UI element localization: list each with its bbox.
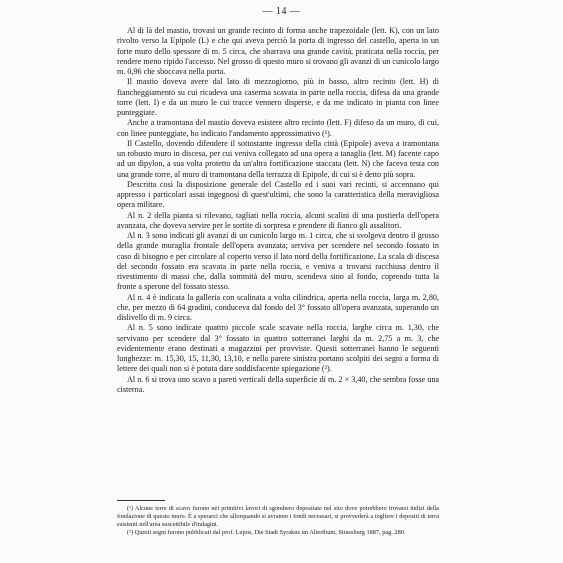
paragraph-mastio-recinto: Al di là del mastio, trovasi un grande recinto di forma anche trapezoidale (lett. K), con un lato rivolto verso la Epipole (L) e che qui aveva perciò la porta di ingresso del castello, aperta in un forte muro dello spessore di m. 5 circa, che sbarrava una grande cavità, praticata nella roccia, per rendere meno ripido l'accesso. Nel grosso di questo muro si trovano gli avanzi di un cunicolo largo m. 0,96 che sboccava nella porta. [117, 26, 439, 76]
main-text [117, 26, 439, 395]
page-number: — 14 — [262, 6, 301, 17]
footnote-1: (¹) Alcune terre di scavo furono nei primitivi lavori di sgombero depositate nel sito dove potrebbero trovarsi indizi della fondazione di questo muro. È a sperarci che allorquando si avranno i fondi necessari, si provvederà a togliere i depositi di terra esistenti nell'area suscettibile d'indagini. [117, 505, 439, 528]
paragraph-tramontana: Anche a tramontana del mastio doveva esistere altro recinto (lett. F) difeso da un muro, di cui, con linee punteggiate, ho indicato l'andamento approssimativo (¹). [117, 118, 439, 138]
paragraph-n3: Al n. 3 sono indicati gli avanzi di un cunicolo largo m. 1 circa, che si svolgeva dentro il grosso della grande muraglia frontale dell'opera avanzata; serviva per scendere nel secondo fossato in caso di bisogno e per circolare al coperto verso il lato nord della fortificazione. La scala di discesa del secondo fossato era scavata in parte nella roccia, e veniva a trovarsi racchiusa dentro il rivestimento di massi che, dalla sommità del muro, scendeva sino al fondo, coprendo tutta la fronte a sperone del fossato stesso. [117, 231, 439, 292]
paragraph-mastio-mezzogiorno: Il mastio doveva avere dal lato di mezzogiorno, più in basso, altro recinto (lett. H) di fiancheggiamento su cui ricadeva una caserma scavata in parte nella roccia, difesa da una grande torre (lett. I) e da un muro le cui tracce vennero disperse, e da me indicato in pianta con linee punteggiate. [117, 77, 439, 117]
footnotes [117, 505, 439, 537]
footnote-divider [117, 500, 165, 501]
paragraph-n6: Al n. 6 si trova uno scavo a pareti verticali della superficie di m. 2 × 3,40, che sembra fosse una cisterna. [117, 374, 439, 394]
paragraph-n5: Al n. 5 sono indicate quattro piccole scale scavate nella roccia, larghe circa m. 1,30, che servivano per scendere dal 3° fossato in quattro sotterranei larghi da m. 2,75 a m. 3, che evidentemente erano destinati a magazzini per provviste. Questi sotterranei hanno le seguenti lunghezze: m. 15,30, 15, 11,30, 13,10, e nella parete sinistra portano scolpiti dei segni a forma di lettere dei quali non si è potuta dare soddisfacente spiegazione (²). [117, 323, 439, 374]
footnote-2: (²) Questi segni furono pubblicati dal prof. Lupus, Die Stadt Syrakus im Alterthum, Strassburg 1887, pag. 280. [127, 529, 406, 536]
paragraph-castello-difesa: Il Castello, dovendo difendere il sottostante ingresso della città (Epipole) aveva a tramontana un robusto muro in discesa, per cui veniva collegato ad una opera a tanaglia (lett. M) facente capo ad un dipylon, a sua volta protetto da un'altra fortificazione staccata (lett. N) che faceva testa con una grande torre, al muro di tramontana della terrazza di Epipole, di cui si è detto più sopra. [117, 138, 439, 179]
paragraph-n2: Al n. 2 della pianta si rilevano, tagliati nella roccia, alcuni scalini di una postierla dell'opera avanzata, che doveva servire per le sortite di sorpresa e prendere di fianco gli assalitori. [117, 210, 439, 230]
paragraph-descrizione: Descritta così la disposizione generale del Castello ed i suoi vari recinti, si accennano qui appresso i particolari assai ingegnosi di quest'ultimi, che sono la caratteristica della meravigliosa opera militare. [117, 179, 439, 210]
paragraph-n4: Al n. 4 è indicata la galleria con scalinata a volta cilindrica, aperta nella roccia, larga m. 2,80, che, per mezzo di 64 gradini, conduceva dal fondo del 3° fossato all'opera avanzata, superando un dislivello di m. 9 circa. [117, 292, 439, 322]
